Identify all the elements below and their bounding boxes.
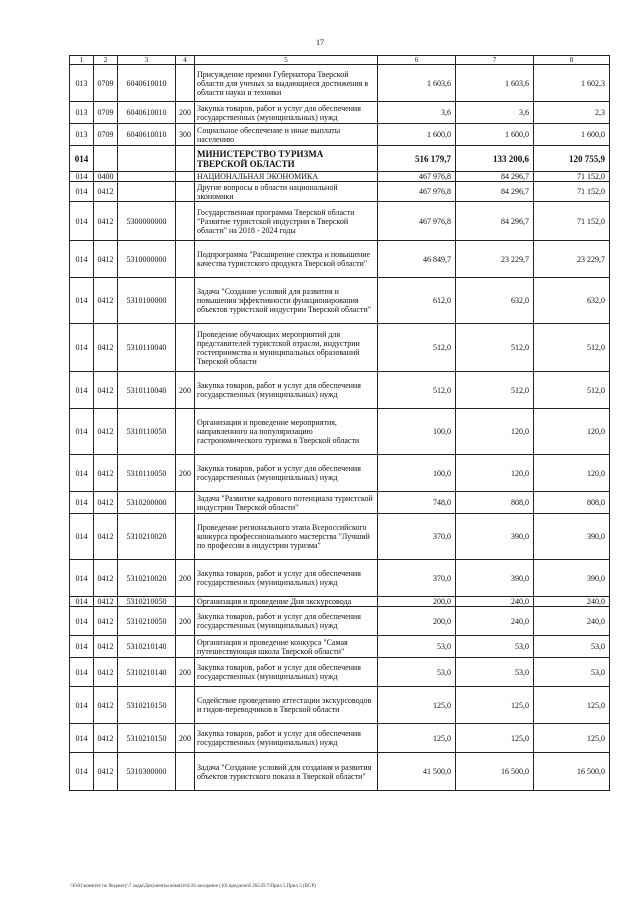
amount-2020-cell: 125,0 [456,724,534,753]
amount-2020-cell: 120,0 [456,455,534,492]
target-article-cell: 5310200000 [118,492,176,514]
table-row [70,324,610,372]
section-code-cell: 0412 [94,324,118,372]
row-code-cell: 014 [70,636,94,658]
amount-2019-cell: 516 179,7 [378,146,456,172]
amount-2021-cell: 23 229,7 [534,241,610,278]
row-code-cell: 014 [70,278,94,324]
target-article-cell: 5310210050 [118,607,176,636]
row-code-cell: 014 [70,658,94,687]
amount-2019-cell: 612,0 [378,278,456,324]
section-code-cell: 0412 [94,409,118,455]
amount-2019-cell: 200,0 [378,597,456,607]
section-code-cell: 0709 [94,124,118,146]
description-cell: Закупка товаров, работ и услуг для обеспечения государственных (муниципальных) нужд [195,102,378,124]
file-path-footer: \\Fs01\комитет по бюджету\7 ходы\Документы комитета\16 заседание (10) предлож\8 265-П-7\Прил 5 Прил 5 (ВСР) [70,884,316,889]
amount-2020-cell: 84 296,7 [456,202,534,241]
column-header: 4 [176,56,195,65]
amount-2019-cell: 46 849,7 [378,241,456,278]
target-article-cell: 6040610010 [118,102,176,124]
column-header: 5 [195,56,378,65]
target-article-cell: 5310210150 [118,724,176,753]
expense-type-cell: 200 [176,102,195,124]
target-article-cell: 6040610010 [118,65,176,102]
amount-2021-cell: 71 152,0 [534,202,610,241]
section-code-cell: 0709 [94,65,118,102]
description-cell: Закупка товаров, работ и услуг для обеспечения государственных (муниципальных) нужд [195,724,378,753]
amount-2020-cell: 808,0 [456,492,534,514]
table-row [70,172,610,182]
amount-2019-cell: 100,0 [378,455,456,492]
table-row [70,687,610,724]
table-row [70,65,610,102]
table-row [70,514,610,560]
budget-table [69,55,610,791]
section-code-cell: 0412 [94,597,118,607]
row-code-cell: 014 [70,607,94,636]
amount-2019-cell: 748,0 [378,492,456,514]
table-row [70,124,610,146]
target-article-cell: 5310210050 [118,597,176,607]
table-row [70,636,610,658]
amount-2020-cell: 133 200,6 [456,146,534,172]
target-article-cell: 5310210020 [118,514,176,560]
table-row [70,182,610,202]
amount-2021-cell: 120,0 [534,455,610,492]
target-article-cell: 5310100000 [118,278,176,324]
amount-2020-cell: 240,0 [456,597,534,607]
amount-2020-cell: 390,0 [456,514,534,560]
target-article-cell: 5310110050 [118,455,176,492]
row-code-cell: 014 [70,753,94,791]
column-header: 8 [534,56,610,65]
expense-type-cell: 200 [176,658,195,687]
section-code-cell: 0412 [94,636,118,658]
table-row [70,597,610,607]
table-row [70,372,610,409]
amount-2020-cell: 3,6 [456,102,534,124]
amount-2020-cell: 1 600,0 [456,124,534,146]
amount-2019-cell: 467 976,8 [378,202,456,241]
expense-type-cell: 200 [176,372,195,409]
amount-2019-cell: 512,0 [378,324,456,372]
section-code-cell: 0412 [94,514,118,560]
expense-type-cell [176,241,195,278]
section-code-cell: 0412 [94,687,118,724]
column-number-row [70,56,610,65]
amount-2020-cell: 632,0 [456,278,534,324]
amount-2019-cell: 467 976,8 [378,182,456,202]
description-cell: Закупка товаров, работ и услуг для обеспечения государственных (муниципальных) нужд [195,607,378,636]
expense-type-cell [176,753,195,791]
description-cell: Задача "Создание условий для развития и повышения эффективности функционирования объектов туристской индустрии Тверской области" [195,278,378,324]
section-code-cell: 0412 [94,241,118,278]
amount-2019-cell: 53,0 [378,658,456,687]
description-cell: Закупка товаров, работ и услуг для обеспечения государственных (муниципальных) нужд [195,658,378,687]
target-article-cell [118,146,176,172]
description-cell: Проведение регионального этапа Всероссийского конкурса профессионального мастерства "Лучший по профессии в индустрии туризма" [195,514,378,560]
amount-2020-cell: 53,0 [456,636,534,658]
row-code-cell: 014 [70,724,94,753]
description-cell: Присуждение премии Губернатора Тверской области для ученых за выдающиеся достижения в области науки и техники [195,65,378,102]
amount-2020-cell: 120,0 [456,409,534,455]
target-article-cell: 5310210020 [118,560,176,597]
target-article-cell: 5310210150 [118,687,176,724]
amount-2020-cell: 512,0 [456,372,534,409]
section-code-cell: 0709 [94,102,118,124]
description-cell: Задача "Создание условий для создания и развития объектов туристского показа в Тверской области" [195,753,378,791]
section-code-cell: 0412 [94,455,118,492]
amount-2020-cell: 23 229,7 [456,241,534,278]
amount-2021-cell: 390,0 [534,560,610,597]
expense-type-cell: 300 [176,124,195,146]
expense-type-cell [176,409,195,455]
row-code-cell: 014 [70,560,94,597]
amount-2021-cell: 71 152,0 [534,172,610,182]
section-code-cell: 0412 [94,182,118,202]
row-code-cell: 014 [70,597,94,607]
description-cell: Подпрограмма "Расширение спектра и повышение качества туристского продукта Тверской области" [195,241,378,278]
expense-type-cell [176,65,195,102]
column-header: 7 [456,56,534,65]
description-cell: Закупка товаров, работ и услуг для обеспечения государственных (муниципальных) нужд [195,372,378,409]
row-code-cell: 014 [70,455,94,492]
expense-type-cell [176,636,195,658]
amount-2021-cell: 1 600,0 [534,124,610,146]
section-code-cell: 0412 [94,607,118,636]
expense-type-cell [176,687,195,724]
description-cell: Задача "Развитие кадрового потенциала туристской индустрии Тверской области" [195,492,378,514]
column-header: 3 [118,56,176,65]
amount-2019-cell: 370,0 [378,514,456,560]
amount-2021-cell: 1 602,3 [534,65,610,102]
amount-2021-cell: 71 152,0 [534,182,610,202]
description-cell: Проведение обучающих мероприятий для представителей туристской отрасли, индустрии гостеприимства и муниципальных образований Тверской области [195,324,378,372]
amount-2020-cell: 1 603,6 [456,65,534,102]
amount-2021-cell: 2,3 [534,102,610,124]
table-row [70,146,610,172]
row-code-cell: 013 [70,124,94,146]
description-cell: Государственная программа Тверской области "Развитие туристской индустрии в Тверской области" на 2018 - 2024 годы [195,202,378,241]
amount-2021-cell: 512,0 [534,372,610,409]
amount-2019-cell: 125,0 [378,724,456,753]
amount-2021-cell: 125,0 [534,724,610,753]
amount-2021-cell: 512,0 [534,324,610,372]
amount-2020-cell: 84 296,7 [456,182,534,202]
description-cell: Другие вопросы в области национальной экономики [195,182,378,202]
expense-type-cell: 200 [176,724,195,753]
row-code-cell: 013 [70,102,94,124]
amount-2019-cell: 125,0 [378,687,456,724]
row-code-cell: 014 [70,202,94,241]
section-code-cell: 0412 [94,202,118,241]
expense-type-cell [176,182,195,202]
column-header: 6 [378,56,456,65]
row-code-cell: 014 [70,182,94,202]
description-cell: Закупка товаров, работ и услуг для обеспечения государственных (муниципальных) нужд [195,560,378,597]
table-row [70,455,610,492]
amount-2019-cell: 1 600,0 [378,124,456,146]
expense-type-cell: 200 [176,560,195,597]
amount-2021-cell: 240,0 [534,597,610,607]
amount-2019-cell: 3,6 [378,102,456,124]
expense-type-cell [176,324,195,372]
expense-type-cell [176,202,195,241]
description-cell: НАЦИОНАЛЬНАЯ ЭКОНОМИКА [195,172,378,182]
row-code-cell: 014 [70,324,94,372]
expense-type-cell: 200 [176,455,195,492]
page-number: 17 [316,38,324,47]
target-article-cell [118,182,176,202]
description-cell: Содействие проведению аттестации экскурсоводов и гидов-переводчиков в Тверской области [195,687,378,724]
target-article-cell: 5310110040 [118,372,176,409]
target-article-cell: 6040610010 [118,124,176,146]
description-cell: Социальное обеспечение и иные выплаты населению [195,124,378,146]
amount-2020-cell: 16 500,0 [456,753,534,791]
amount-2021-cell: 120,0 [534,409,610,455]
amount-2021-cell: 120 755,9 [534,146,610,172]
table-row [70,753,610,791]
target-article-cell: 5310210140 [118,658,176,687]
target-article-cell: 5310110040 [118,324,176,372]
amount-2019-cell: 370,0 [378,560,456,597]
section-code-cell: 0412 [94,278,118,324]
expense-type-cell [176,172,195,182]
expense-type-cell [176,597,195,607]
amount-2019-cell: 41 500,0 [378,753,456,791]
amount-2019-cell: 467 976,8 [378,172,456,182]
target-article-cell: 5310300000 [118,753,176,791]
amount-2021-cell: 16 500,0 [534,753,610,791]
amount-2021-cell: 240,0 [534,607,610,636]
amount-2020-cell: 240,0 [456,607,534,636]
amount-2019-cell: 200,0 [378,607,456,636]
row-code-cell: 014 [70,146,94,172]
description-cell: МИНИСТЕРСТВО ТУРИЗМА ТВЕРСКОЙ ОБЛАСТИ [195,146,378,172]
amount-2021-cell: 53,0 [534,658,610,687]
section-code-cell: 0400 [94,172,118,182]
section-code-cell: 0412 [94,560,118,597]
table-row [70,724,610,753]
amount-2020-cell: 390,0 [456,560,534,597]
table-row [70,658,610,687]
section-code-cell [94,146,118,172]
target-article-cell: 5310000000 [118,241,176,278]
amount-2020-cell: 53,0 [456,658,534,687]
target-article-cell: 5300000000 [118,202,176,241]
expense-type-cell [176,278,195,324]
amount-2019-cell: 1 603,6 [378,65,456,102]
section-code-cell: 0412 [94,372,118,409]
amount-2019-cell: 100,0 [378,409,456,455]
table-row [70,409,610,455]
table-row [70,607,610,636]
table-row [70,278,610,324]
row-code-cell: 013 [70,65,94,102]
row-code-cell: 014 [70,372,94,409]
amount-2021-cell: 808,0 [534,492,610,514]
amount-2021-cell: 53,0 [534,636,610,658]
section-code-cell: 0412 [94,658,118,687]
description-cell: Организация и проведение Дня экскурсовода [195,597,378,607]
description-cell: Организация и проведение мероприятия, направленного на популяризацию гастрономического туризма в Тверской области [195,409,378,455]
target-article-cell [118,172,176,182]
table-row [70,202,610,241]
table-row [70,241,610,278]
amount-2021-cell: 125,0 [534,687,610,724]
row-code-cell: 014 [70,492,94,514]
row-code-cell: 014 [70,409,94,455]
target-article-cell: 5310110050 [118,409,176,455]
amount-2020-cell: 84 296,7 [456,172,534,182]
table-row [70,102,610,124]
expense-type-cell [176,492,195,514]
description-cell: Закупка товаров, работ и услуг для обеспечения государственных (муниципальных) нужд [195,455,378,492]
row-code-cell: 014 [70,514,94,560]
table-row [70,560,610,597]
section-code-cell: 0412 [94,724,118,753]
description-cell: Организация и проведение конкурса "Самая путешествующая школа Тверской области" [195,636,378,658]
expense-type-cell: 200 [176,607,195,636]
column-header: 2 [94,56,118,65]
amount-2020-cell: 125,0 [456,687,534,724]
amount-2020-cell: 512,0 [456,324,534,372]
section-code-cell: 0412 [94,492,118,514]
target-article-cell: 5310210140 [118,636,176,658]
amount-2021-cell: 632,0 [534,278,610,324]
column-header: 1 [70,56,94,65]
expense-type-cell [176,514,195,560]
row-code-cell: 014 [70,687,94,724]
amount-2021-cell: 390,0 [534,514,610,560]
row-code-cell: 014 [70,172,94,182]
amount-2019-cell: 53,0 [378,636,456,658]
expense-type-cell [176,146,195,172]
section-code-cell: 0412 [94,753,118,791]
table-row [70,492,610,514]
row-code-cell: 014 [70,241,94,278]
amount-2019-cell: 512,0 [378,372,456,409]
